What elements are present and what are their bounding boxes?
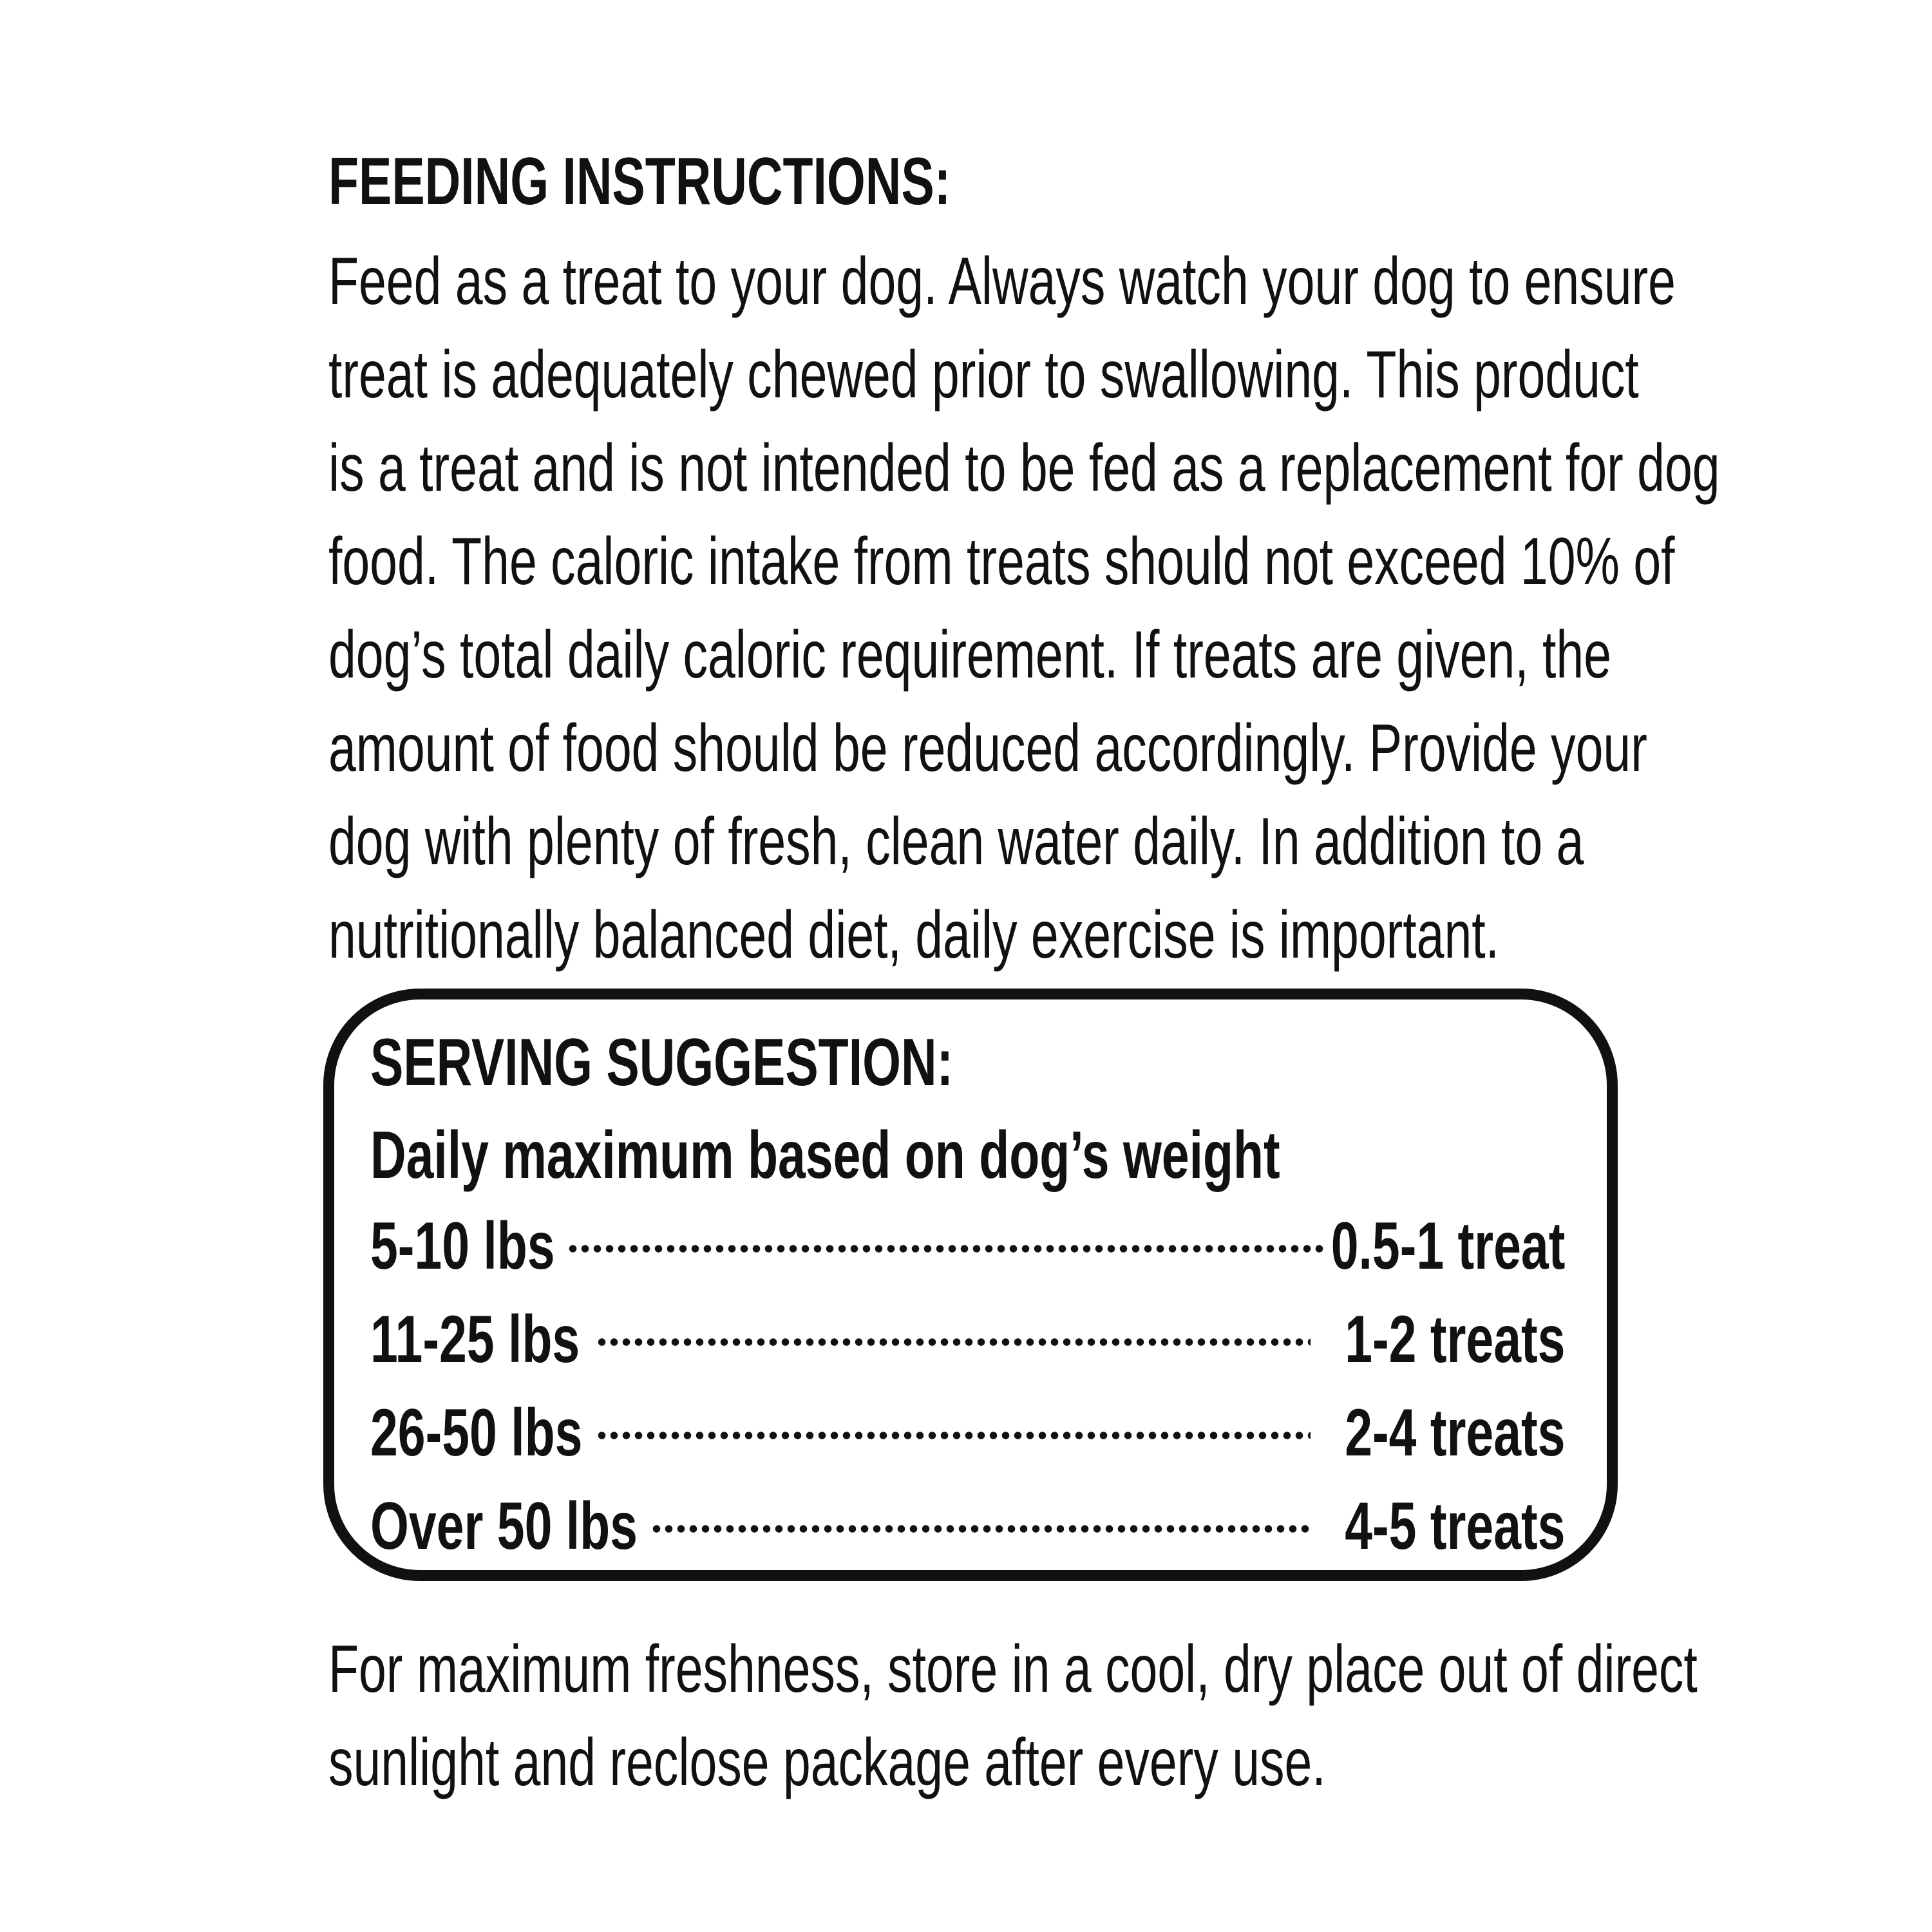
feeding-line: nutritionally balanced diet, daily exercise is important. xyxy=(328,898,1500,972)
storage-instructions xyxy=(328,1623,1932,1810)
serving-suggestion-subheading: Daily maximum based on dog’s weight xyxy=(370,1118,1280,1193)
serving-table xyxy=(370,1208,1565,1581)
serving-row-weight: 26-50 lbs xyxy=(370,1396,583,1470)
serving-row-amount: 2-4 treats xyxy=(1344,1396,1565,1470)
feeding-line: amount of food should be reduced accordingly. Provide your xyxy=(328,711,1647,786)
serving-row-amount: 0.5-1 treat xyxy=(1331,1209,1565,1283)
storage-line: sunlight and reclose package after every use. xyxy=(328,1725,1326,1800)
serving-suggestion-heading: SERVING SUGGESTION: xyxy=(370,1025,954,1100)
serving-row-weight: 5-10 lbs xyxy=(370,1209,555,1283)
feeding-instructions-heading xyxy=(328,143,1170,220)
feeding-line: Feed as a treat to your dog. Always watch your dog to ensure xyxy=(328,244,1676,319)
serving-row-weight: Over 50 lbs xyxy=(370,1489,638,1564)
storage-line: For maximum freshness, store in a cool, dry place out of direct xyxy=(328,1632,1698,1707)
serving-row xyxy=(370,1208,1565,1301)
serving-row xyxy=(370,1301,1565,1394)
feeding-line: treat is adequately chewed prior to swallowing. This product xyxy=(328,337,1639,412)
serving-row xyxy=(370,1488,1565,1581)
feeding-line: food. The caloric intake from treats should not exceed 10% of xyxy=(328,524,1675,599)
feeding-instructions-heading-text: FEEDING INSTRUCTIONS: xyxy=(328,144,951,219)
serving-row-weight: 11-25 lbs xyxy=(370,1302,580,1377)
serving-row xyxy=(370,1394,1565,1488)
dot-leader xyxy=(650,1525,1311,1533)
feeding-line: dog with plenty of fresh, clean water daily. In addition to a xyxy=(328,804,1584,879)
dot-leader xyxy=(596,1432,1311,1439)
serving-row-amount: 4-5 treats xyxy=(1344,1489,1565,1564)
feeding-instructions-body xyxy=(328,235,1932,982)
feeding-line: dog’s total daily caloric requirement. If treats are given, the xyxy=(328,618,1612,692)
dot-leader xyxy=(567,1245,1323,1253)
serving-row-amount: 1-2 treats xyxy=(1344,1302,1565,1377)
dot-leader xyxy=(596,1338,1311,1346)
feeding-line: is a treat and is not intended to be fed as a replacement for dog xyxy=(328,431,1720,506)
